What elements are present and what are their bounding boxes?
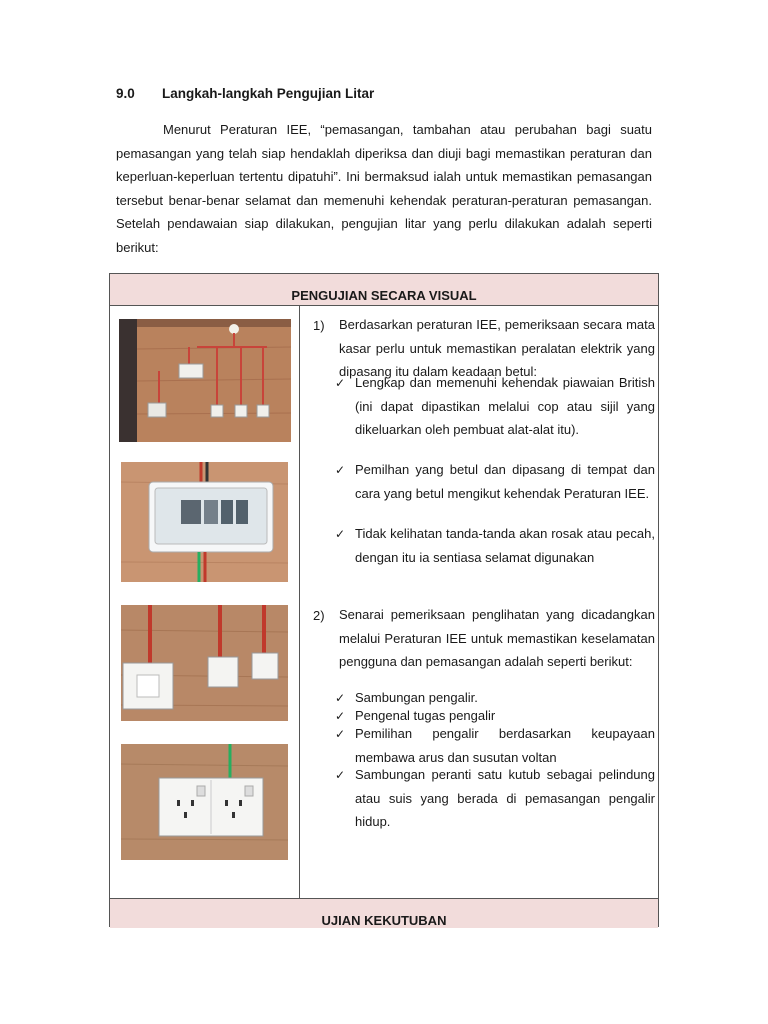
photo-consumer-unit xyxy=(121,462,288,582)
check-text: Tidak kelihatan tanda-tanda akan rosak atau pecah, dengan itu ia sentiasa selamat digunakan xyxy=(355,526,655,565)
check-text: Sambungan peranti satu kutub sebagai pelindung atau suis yang berada di pemasangan pengalir hidup. xyxy=(355,767,655,829)
check-icon: ✓ xyxy=(335,527,346,541)
section-heading xyxy=(116,86,374,101)
item-text: Berdasarkan peraturan IEE, pemeriksaan secara mata kasar perlu untuk memastikan peralatan elektrik yang dipasang itu dalam keadaan betul: xyxy=(339,317,655,379)
check-icon: ✓ xyxy=(335,376,346,390)
photo-wall-switches xyxy=(121,605,288,721)
check-icon: ✓ xyxy=(335,768,346,782)
photo-wiring-board xyxy=(119,319,291,442)
table-header-polarity: UJIAN KEKUTUBAN xyxy=(110,898,658,928)
photo-socket-outlet xyxy=(121,744,288,860)
item-number: 2) xyxy=(313,608,325,623)
check-text: Lengkap dan memenuhi kehendak piawaian British (ini dapat dipastikan melalui cop atau sijil yang dikeluarkan oleh pembuat alat-alat itu). xyxy=(355,375,655,437)
item-number: 1) xyxy=(313,318,325,333)
visual-inspection-table xyxy=(109,273,659,927)
check-text: Pemilihan pengalir berdasarkan keupayaan membawa arus dan susutan voltan xyxy=(355,726,655,765)
table-header-visual: PENGUJIAN SECARA VISUAL xyxy=(110,274,658,306)
section-number: 9.0 xyxy=(116,86,135,101)
intro-paragraph: Menurut Peraturan IEE, “pemasangan, tambahan atau perubahan bagi suatu pemasangan yang telah siap hendaklah diperiksa dan diuji bagi memastikan peraturan dan keperluan-keperluan tertentu dipatuhi”. Ini bermaksud ialah untuk memastikan pemasangan tersebut benar-benar selamat dan memenuhi kehendak peraturan-peraturan pemasangan. Setelah pendawaian siap dilakukan, pengujian litar yang perlu dilakukan adalah seperti berikut: xyxy=(116,122,652,255)
item-text: Senarai pemeriksaan penglihatan yang dicadangkan melalui Peraturan IEE untuk memastikan keselamatan pengguna dan pemasangan adalah seperti berikut: xyxy=(339,607,655,669)
column-divider xyxy=(299,306,300,898)
section-title: Langkah-langkah Pengujian Litar xyxy=(162,86,375,101)
check-icon: ✓ xyxy=(335,463,346,477)
check-text: Sambungan pengalir. xyxy=(355,690,478,705)
check-icon: ✓ xyxy=(335,691,346,705)
check-text: Pemilhan yang betul dan dipasang di tempat dan cara yang betul mengikut kehendak Peraturan IEE. xyxy=(355,462,655,501)
check-icon: ✓ xyxy=(335,727,346,741)
lamp-holder xyxy=(229,324,239,334)
check-text: Pengenal tugas pengalir xyxy=(355,708,496,723)
check-icon: ✓ xyxy=(335,709,346,723)
